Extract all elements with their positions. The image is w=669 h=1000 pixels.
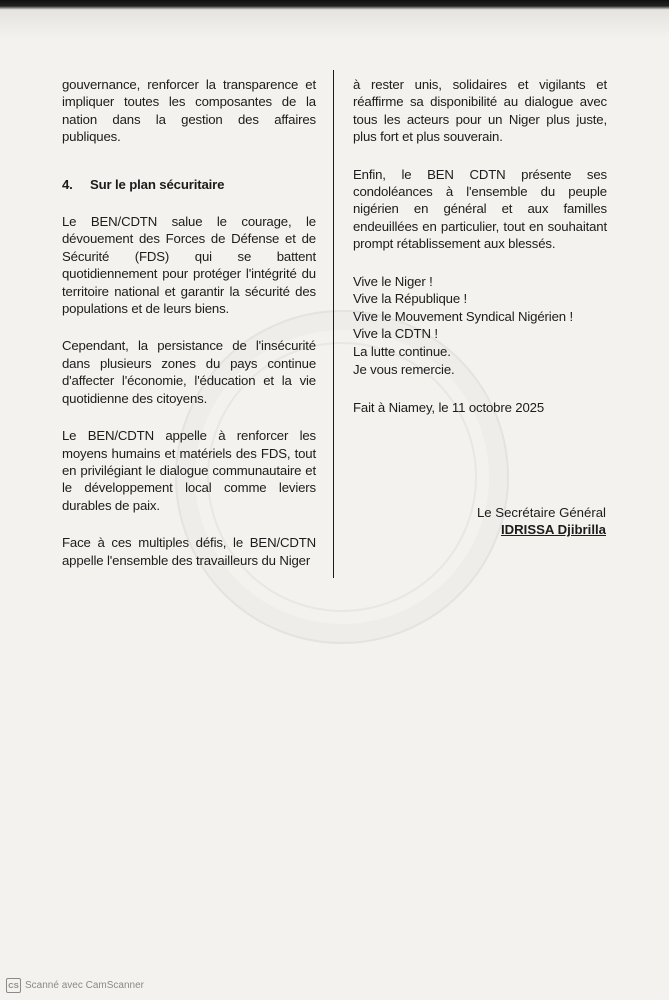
- left-column: [62, 76, 316, 569]
- section-heading: [62, 176, 316, 193]
- column-divider: [333, 70, 334, 578]
- closing-line: Vive la République !: [353, 291, 468, 307]
- scan-top-edge: [0, 0, 669, 10]
- closing-line: Je vous remercie.: [353, 361, 455, 377]
- left-paragraph-4: Le BEN/CDTN appelle à renforcer les moyens humains et matériels des FDS, tout en privilégiant le dialogue communautaire et le développement local comme leviers durables de paix.: [62, 428, 316, 513]
- left-paragraph-1: gouvernance, renforcer la transparence et impliquer toutes les composantes de la nation dans la gestion des affaires publiques.: [62, 77, 316, 145]
- signatory-name: IDRISSA Djibrilla: [500, 522, 606, 538]
- left-paragraph-3: Cependant, la persistance de l'insécurité dans plusieurs zones du pays continue d'affecter l'économie, l'éducation et la vie quotidienne des citoyens.: [62, 338, 316, 406]
- camscanner-icon: CS: [6, 978, 21, 993]
- place-date: Fait à Niamey, le 11 octobre 2025: [353, 400, 545, 416]
- signatory-title: Le Secrétaire Général: [476, 505, 606, 520]
- section-title: Sur le plan sécuritaire: [90, 176, 225, 192]
- closing-lines: [353, 273, 607, 379]
- signature-block: [477, 504, 606, 539]
- closing-line: La lutte continue.: [353, 344, 451, 360]
- scanner-label: Scanné avec CamScanner: [25, 980, 144, 991]
- right-column: [353, 76, 607, 417]
- right-paragraph-1: à rester unis, solidaires et vigilants et réaffirme sa disponibilité au dialogue avec tous les acteurs pour un Niger plus juste, plus fort et plus souverain.: [353, 77, 607, 145]
- closing-line: Vive le Mouvement Syndical Nigérien !: [353, 308, 573, 324]
- closing-line: Vive la CDTN !: [353, 326, 438, 342]
- left-paragraph-5: Face à ces multiples défis, le BEN/CDTN appelle l'ensemble des travailleurs du Niger: [62, 535, 316, 568]
- closing-line: Vive le Niger !: [353, 273, 433, 289]
- section-number: 4.: [62, 176, 73, 192]
- right-paragraph-2: Enfin, le BEN CDTN présente ses condoléances à l'ensemble du peuple nigérien en général et aux familles endeuillées en particulier, tout en souhaitant prompt rétablissement aux blessés.: [353, 166, 607, 252]
- scanner-footer: [6, 978, 144, 993]
- left-paragraph-2: Le BEN/CDTN salue le courage, le dévouement des Forces de Défense et de Sécurité (FDS) qui se battent quotidiennement pour protéger l'intégrité du territoire national et garantir la sécurité des populations et de leurs biens.: [62, 214, 316, 317]
